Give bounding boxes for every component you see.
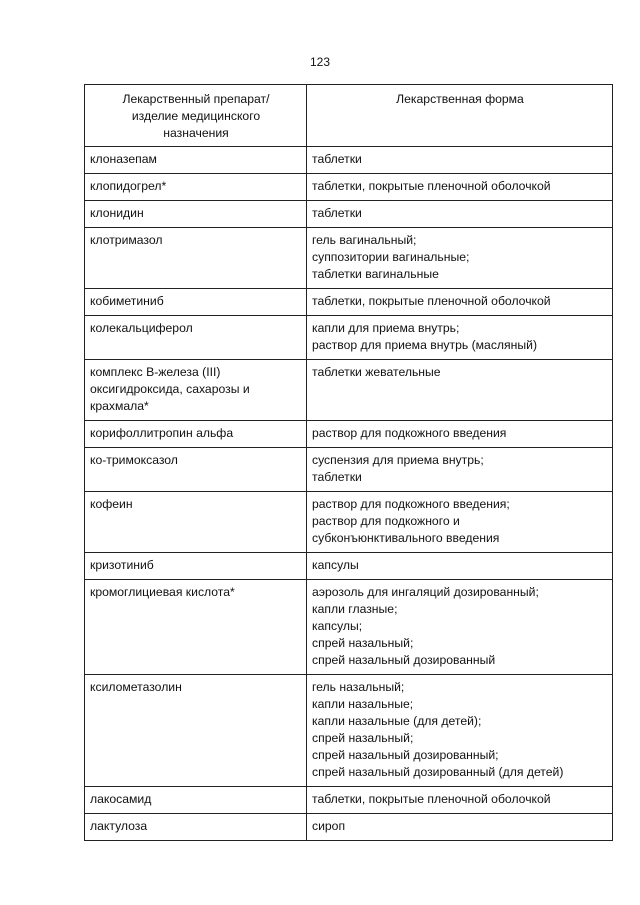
drug-name-cell: кофеин — [85, 492, 307, 553]
table-row — [85, 201, 613, 228]
table-row — [85, 174, 613, 201]
drug-name-cell: кобиметиниб — [85, 289, 307, 316]
drug-name-cell: клопидогрел* — [85, 174, 307, 201]
dosage-form-cell: таблетки, покрытые пленочной оболочкой — [307, 174, 613, 201]
page-number: 123 — [309, 55, 331, 69]
table-row — [85, 814, 613, 841]
dosage-form-cell: гель назальный; капли назальные; капли назальные (для детей); спрей назальный; спрей назальный дозированный; спрей назальный дозированный (для детей) — [307, 675, 613, 787]
table-row — [85, 492, 613, 553]
drug-name-cell: лактулоза — [85, 814, 307, 841]
dosage-form-cell: капли для приема внутрь; раствор для приема внутрь (масляный) — [307, 316, 613, 360]
dosage-form-cell: таблетки, покрытые пленочной оболочкой — [307, 289, 613, 316]
table-row — [85, 553, 613, 580]
dosage-form-cell: таблетки — [307, 147, 613, 174]
dosage-form-cell: аэрозоль для ингаляций дозированный; капли глазные; капсулы; спрей назальный; спрей назальный дозированный — [307, 580, 613, 675]
drug-name-cell: колекальциферол — [85, 316, 307, 360]
drug-name-cell: ксилометазолин — [85, 675, 307, 787]
table-row — [85, 675, 613, 787]
table-row — [85, 228, 613, 289]
dosage-form-cell: сироп — [307, 814, 613, 841]
dosage-form-cell: гель вагинальный; суппозитории вагинальные; таблетки вагинальные — [307, 228, 613, 289]
dosage-form-cell: таблетки — [307, 201, 613, 228]
drug-name-cell: кромоглициевая кислота* — [85, 580, 307, 675]
table-row — [85, 580, 613, 675]
drug-name-cell: комплекс В-железа (III) оксигидроксида, сахарозы и крахмала* — [85, 360, 307, 421]
drug-name-cell: клотримазол — [85, 228, 307, 289]
dosage-form-cell: раствор для подкожного введения — [307, 421, 613, 448]
table-row — [85, 316, 613, 360]
drug-name-cell: лакосамид — [85, 787, 307, 814]
drug-name-cell: ко-тримоксазол — [85, 448, 307, 492]
table-row — [85, 448, 613, 492]
dosage-form-cell: капсулы — [307, 553, 613, 580]
table-row — [85, 289, 613, 316]
dosage-form-cell: раствор для подкожного введения; раствор для подкожного и субконъюнктивального введения — [307, 492, 613, 553]
table-row — [85, 787, 613, 814]
dosage-form-cell: суспензия для приема внутрь; таблетки — [307, 448, 613, 492]
drug-name-cell: корифоллитропин альфа — [85, 421, 307, 448]
drug-name-cell: клоназепам — [85, 147, 307, 174]
header-drug: Лекарственный препарат/ изделие медицинского назначения — [85, 85, 307, 147]
drug-name-cell: кризотиниб — [85, 553, 307, 580]
drug-table — [84, 84, 613, 841]
table-body — [85, 147, 613, 841]
table-row — [85, 360, 613, 421]
dosage-form-cell: таблетки жевательные — [307, 360, 613, 421]
header-form: Лекарственная форма — [307, 85, 613, 147]
table-header-row — [85, 85, 613, 147]
table-row — [85, 421, 613, 448]
dosage-form-cell: таблетки, покрытые пленочной оболочкой — [307, 787, 613, 814]
drug-name-cell: клонидин — [85, 201, 307, 228]
table-row — [85, 147, 613, 174]
